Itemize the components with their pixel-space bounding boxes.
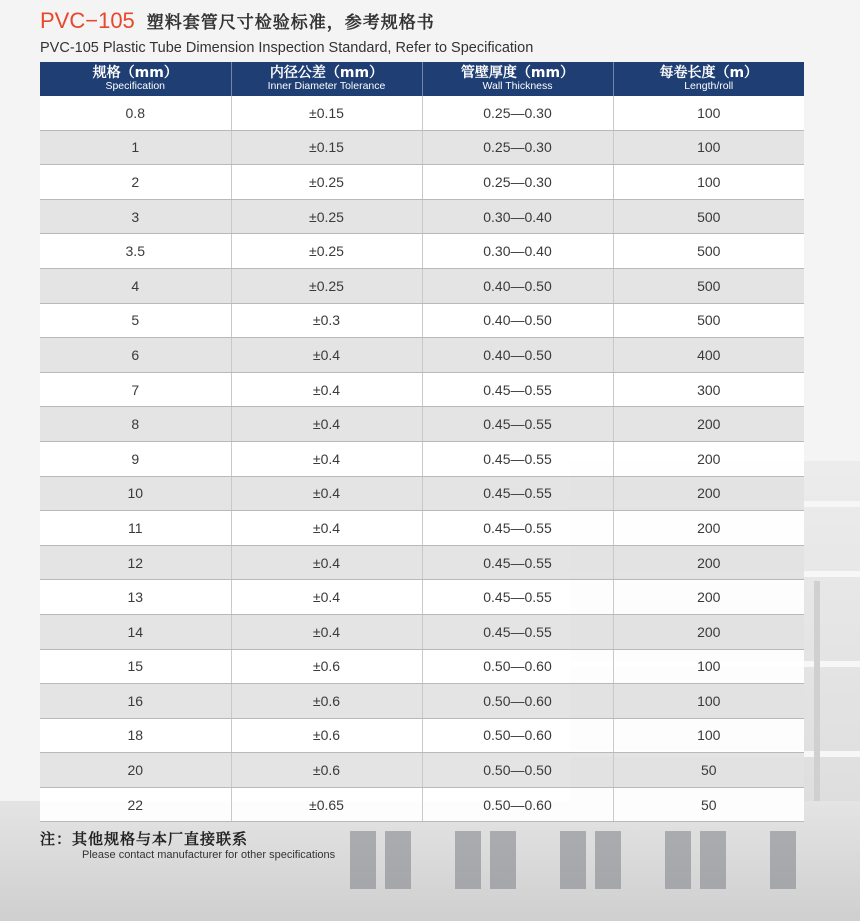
cell-tolerance: ±0.25 [231, 268, 422, 303]
cell-tolerance: ±0.4 [231, 338, 422, 373]
cell-tolerance: ±0.4 [231, 372, 422, 407]
cell-tolerance: ±0.6 [231, 718, 422, 753]
cell-wall-thickness: 0.25—0.30 [422, 96, 613, 130]
cell-tolerance: ±0.25 [231, 234, 422, 269]
cell-tolerance: ±0.4 [231, 476, 422, 511]
cell-tolerance: ±0.4 [231, 511, 422, 546]
table-row [40, 96, 804, 130]
table-row [40, 165, 804, 200]
cell-length: 100 [613, 718, 804, 753]
cell-tolerance: ±0.4 [231, 441, 422, 476]
cell-length: 200 [613, 580, 804, 615]
cell-length: 50 [613, 787, 804, 822]
cell-specification: 14 [40, 614, 231, 649]
table-row [40, 441, 804, 476]
cell-specification: 18 [40, 718, 231, 753]
cell-tolerance: ±0.15 [231, 96, 422, 130]
cell-wall-thickness: 0.40—0.50 [422, 338, 613, 373]
cell-length: 400 [613, 338, 804, 373]
table-row [40, 753, 804, 788]
cell-tolerance: ±0.6 [231, 684, 422, 719]
table-row [40, 649, 804, 684]
cell-length: 100 [613, 684, 804, 719]
table-row [40, 545, 804, 580]
table-row [40, 476, 804, 511]
table-row [40, 199, 804, 234]
cell-wall-thickness: 0.45—0.55 [422, 407, 613, 442]
cell-wall-thickness: 0.50—0.60 [422, 649, 613, 684]
cell-length: 200 [613, 407, 804, 442]
cell-specification: 3 [40, 199, 231, 234]
column-header-specification: 规格（mm） Specification [40, 62, 231, 96]
cell-tolerance: ±0.6 [231, 649, 422, 684]
cell-length: 200 [613, 441, 804, 476]
cell-tolerance: ±0.4 [231, 580, 422, 615]
cell-length: 100 [613, 130, 804, 165]
cell-length: 300 [613, 372, 804, 407]
footnote [40, 828, 335, 861]
table-row [40, 407, 804, 442]
cell-wall-thickness: 0.50—0.60 [422, 684, 613, 719]
cell-specification: 22 [40, 787, 231, 822]
cell-tolerance: ±0.6 [231, 753, 422, 788]
cell-specification: 4 [40, 268, 231, 303]
cell-wall-thickness: 0.45—0.55 [422, 545, 613, 580]
table-row [40, 338, 804, 373]
cell-specification: 1 [40, 130, 231, 165]
footnote-chinese: 注：其他规格与本厂直接联系 [40, 830, 249, 848]
cell-specification: 9 [40, 441, 231, 476]
cell-wall-thickness: 0.30—0.40 [422, 199, 613, 234]
cell-length: 500 [613, 199, 804, 234]
table-row [40, 718, 804, 753]
cell-tolerance: ±0.4 [231, 614, 422, 649]
table-row [40, 268, 804, 303]
table-row [40, 580, 804, 615]
cell-tolerance: ±0.15 [231, 130, 422, 165]
cell-specification: 0.8 [40, 96, 231, 130]
cell-specification: 15 [40, 649, 231, 684]
column-header-inner-diameter-tolerance: 内径公差（mm） Inner Diameter Tolerance [231, 62, 422, 96]
cell-length: 100 [613, 165, 804, 200]
cell-length: 50 [613, 753, 804, 788]
cell-length: 100 [613, 649, 804, 684]
cell-wall-thickness: 0.45—0.55 [422, 580, 613, 615]
cell-specification: 7 [40, 372, 231, 407]
cell-specification: 12 [40, 545, 231, 580]
cell-specification: 13 [40, 580, 231, 615]
cell-length: 200 [613, 545, 804, 580]
cell-wall-thickness: 0.45—0.55 [422, 441, 613, 476]
cell-wall-thickness: 0.30—0.40 [422, 234, 613, 269]
table-body [40, 96, 804, 822]
cell-length: 100 [613, 96, 804, 130]
table-row [40, 787, 804, 822]
cell-specification: 11 [40, 511, 231, 546]
cell-length: 500 [613, 268, 804, 303]
cell-tolerance: ±0.3 [231, 303, 422, 338]
table-row [40, 372, 804, 407]
table-row [40, 234, 804, 269]
cell-length: 500 [613, 303, 804, 338]
cell-tolerance: ±0.4 [231, 545, 422, 580]
title-line [40, 8, 533, 40]
cell-length: 200 [613, 511, 804, 546]
cell-length: 200 [613, 476, 804, 511]
model-code: PVC−105 [40, 8, 135, 33]
spec-table [40, 62, 804, 822]
table-row [40, 130, 804, 165]
cell-tolerance: ±0.25 [231, 165, 422, 200]
page-header [40, 8, 533, 56]
column-header-wall-thickness: 管壁厚度（mm） Wall Thickness [422, 62, 613, 96]
cell-specification: 5 [40, 303, 231, 338]
cell-wall-thickness: 0.40—0.50 [422, 303, 613, 338]
cell-tolerance: ±0.25 [231, 199, 422, 234]
cell-specification: 8 [40, 407, 231, 442]
cell-specification: 3.5 [40, 234, 231, 269]
table-row [40, 511, 804, 546]
table-header-row [40, 62, 804, 96]
cell-specification: 6 [40, 338, 231, 373]
column-header-length-per-roll: 每卷长度（m） Length/roll [613, 62, 804, 96]
table-row [40, 684, 804, 719]
cell-wall-thickness: 0.25—0.30 [422, 165, 613, 200]
table-row [40, 303, 804, 338]
cell-length: 200 [613, 614, 804, 649]
cell-tolerance: ±0.65 [231, 787, 422, 822]
title-chinese: 塑料套管尺寸检验标准，参考规格书 [146, 13, 435, 33]
cell-wall-thickness: 0.50—0.60 [422, 718, 613, 753]
cell-wall-thickness: 0.45—0.55 [422, 372, 613, 407]
table-row [40, 614, 804, 649]
cell-wall-thickness: 0.50—0.50 [422, 753, 613, 788]
footnote-english: Please contact manufacturer for other specifications [82, 849, 336, 861]
cell-wall-thickness: 0.45—0.55 [422, 476, 613, 511]
cell-wall-thickness: 0.25—0.30 [422, 130, 613, 165]
cell-specification: 20 [40, 753, 231, 788]
cell-wall-thickness: 0.40—0.50 [422, 268, 613, 303]
cell-specification: 10 [40, 476, 231, 511]
cell-specification: 2 [40, 165, 231, 200]
cell-specification: 16 [40, 684, 231, 719]
cell-wall-thickness: 0.45—0.55 [422, 614, 613, 649]
cell-length: 500 [613, 234, 804, 269]
cell-tolerance: ±0.4 [231, 407, 422, 442]
title-english: PVC-105 Plastic Tube Dimension Inspection Standard, Refer to Specification [40, 40, 534, 56]
cell-wall-thickness: 0.45—0.55 [422, 511, 613, 546]
cell-wall-thickness: 0.50—0.60 [422, 787, 613, 822]
